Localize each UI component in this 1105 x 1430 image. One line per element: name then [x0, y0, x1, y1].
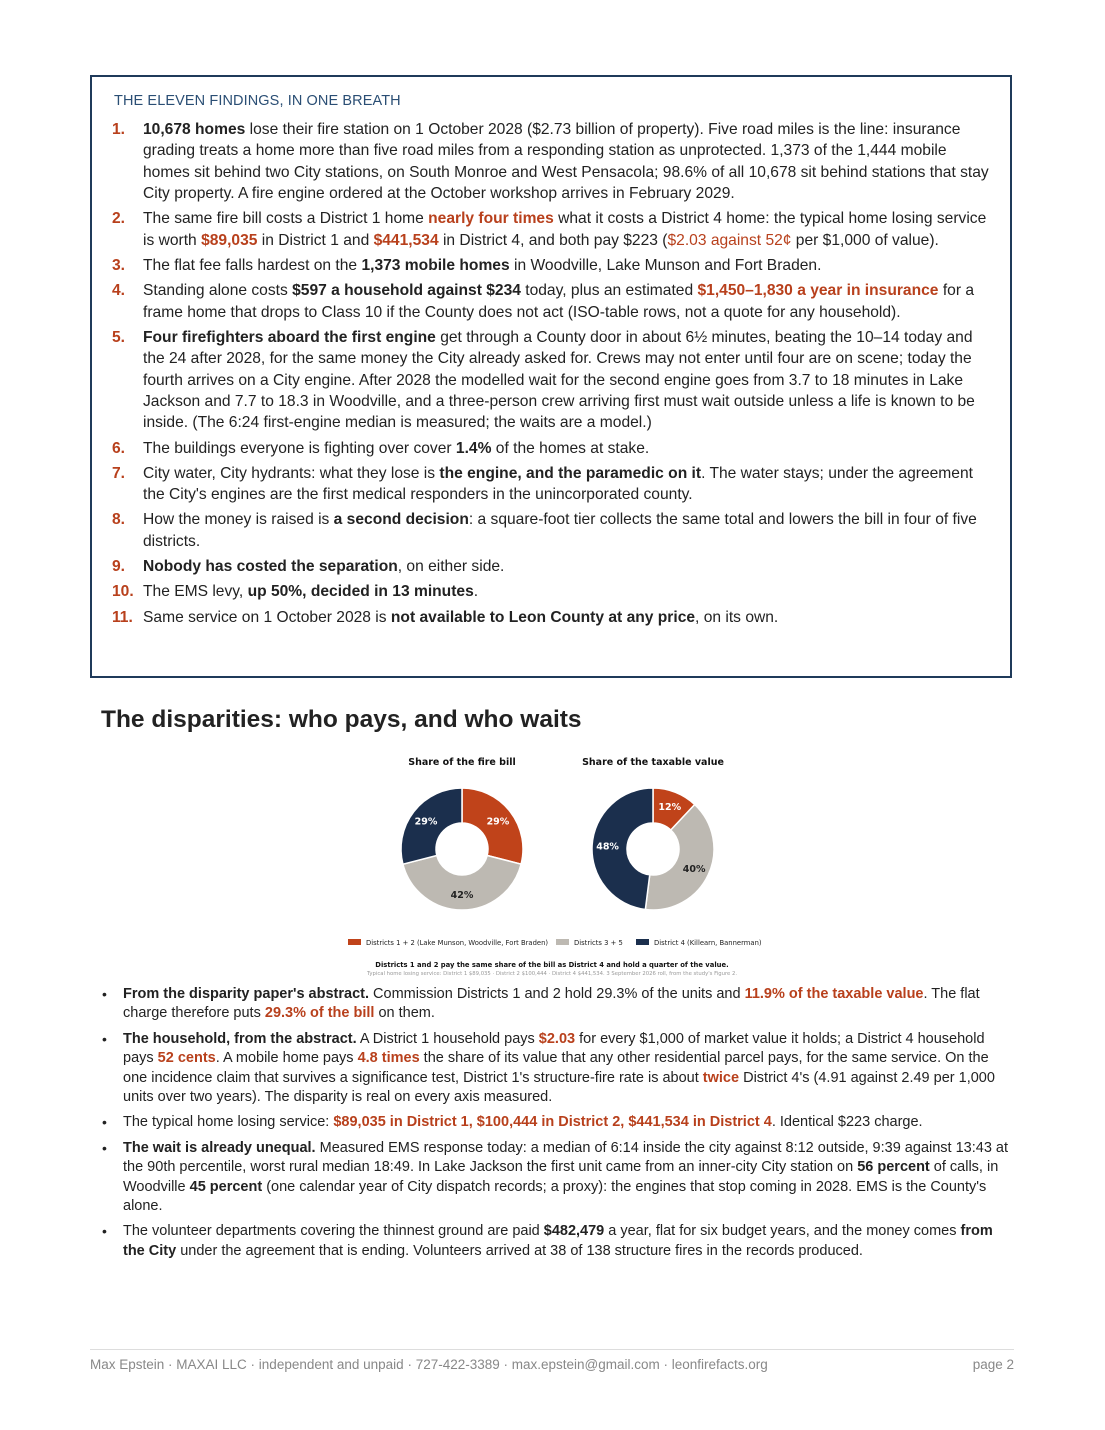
body-text: on them.: [374, 1005, 435, 1022]
finding-item: [112, 280, 994, 323]
highlight-text: 29.3% of the bill: [264, 1005, 375, 1022]
findings-title: THE ELEVEN FINDINGS, IN ONE BREATH: [114, 93, 401, 109]
bullet-item: [101, 1222, 1011, 1261]
slice-label: 40%: [682, 863, 706, 875]
body-text: get through a County door in about 6½ minutes, beating the 10–14 today and the 24 after 2028, for the same money the City already asked for. Crews may not enter until four are on scene; today the fourth arrives on a City engine. After 2028 the modelled wait for the second engine goes from 3.7 to 18 minutes in Lake Jackson and 7.7 to 18.3 in Woodville, and a three-person crew arriving first must wait outside unless a life is known to be inside. (The 6:24 first-engine median is measured; the waits are a model.): [143, 328, 975, 432]
legend-label: District 4 (Killearn, Bannerman): [654, 939, 762, 947]
finding-item: [112, 208, 994, 251]
body-text: under the agreement that is ending. Volunteers arrived at 38 of 138 structure fires in the records produced.: [176, 1242, 863, 1259]
finding-number: 10.: [112, 583, 134, 601]
finding-number: 7.: [112, 464, 126, 482]
highlight-text: From the disparity paper's abstract.: [123, 986, 369, 1002]
body-text: : a square-foot tier collects the same total and lowers the bill in four of five districts.: [143, 511, 977, 550]
body-text: The volunteer departments covering the thinnest ground are paid: [123, 1223, 544, 1240]
finding-number: 3.: [112, 257, 126, 275]
body-text: The EMS levy,: [143, 583, 248, 601]
finding-item: [112, 463, 994, 506]
body-text: , on its own.: [695, 608, 779, 626]
finding-item: [112, 581, 994, 602]
body-text: Measured EMS response today: a median of 6:14 inside the city against 8:12 outside, 9:39 against 13:43 at the 90th percentile, worst rural median 18:49. In Lake Jackson the first unit came from an inner-city City station on: [123, 1139, 1009, 1176]
slice-label: 29%: [414, 816, 438, 828]
body-text: a year, flat for six budget years, and the money comes: [604, 1223, 961, 1240]
highlight-text: $1,450–1,830 a year in insurance: [697, 282, 939, 300]
finding-number: 5.: [112, 328, 126, 346]
highlight-text: 10,678 homes: [143, 121, 246, 138]
highlight-text: 11.9% of the taxable value: [744, 986, 924, 1002]
disparity-bullets: [101, 985, 1011, 1267]
highlight-text: up 50%, decided in 13 minutes: [247, 583, 474, 601]
body-text: The same fire bill costs a District 1 home: [143, 210, 429, 228]
legend-swatch: [636, 939, 649, 945]
body-text: (one calendar year of City dispatch records; a proxy): the engines that stop coming in 2028. EMS is the County's alone.: [123, 1178, 987, 1215]
finding-number: 2.: [112, 210, 126, 228]
legend-swatch: [556, 939, 569, 945]
body-text: per $1,000 of value).: [791, 231, 939, 249]
body-text: District 4's (4.91 against 2.49 per 1,000 units over two years). The disparity is real on every axis measured.: [123, 1069, 995, 1106]
finding-number: 4.: [112, 282, 126, 300]
body-text: . The flat charge therefore puts: [123, 986, 980, 1022]
body-text: in District 1 and: [257, 231, 374, 249]
body-text: . The water stays; under the agreement the City's engines are the first medical responders in the unincorporated county.: [143, 464, 973, 504]
body-text: in Woodville, Lake Munson and Fort Braden.: [509, 257, 822, 275]
page-number: page 2: [972, 1357, 1014, 1372]
highlight-text: The household, from the abstract.: [123, 1030, 357, 1047]
body-text: in District 4, and both pay $223 (: [438, 231, 668, 249]
body-text: of calls, in Woodville: [123, 1159, 999, 1195]
body-text: for every $1,000 of market value it holds; a District 4 household pays: [123, 1030, 985, 1067]
highlight-text: 1.4%: [455, 439, 492, 457]
body-text: A District 1 household pays: [356, 1030, 539, 1047]
footer-divider: [90, 1349, 1014, 1350]
finding-number: 9.: [112, 558, 126, 576]
bullet-item: [101, 1139, 1011, 1217]
slice-label: 42%: [450, 890, 474, 901]
body-text: what it costs a District 4 home: the typical home losing service is worth: [143, 210, 987, 249]
body-text: , on either side.: [397, 558, 505, 576]
highlight-text: Four firefighters aboard the first engine: [143, 328, 436, 346]
finding-number: 6.: [112, 439, 126, 457]
highlight-text: 4.8 times: [357, 1050, 420, 1067]
body-text: for a frame home that drops to Class 10 if the County does not act (ISO-table rows, not a quote for any household).: [143, 282, 975, 321]
finding-item: [112, 438, 994, 459]
highlight-text: $482,479: [543, 1223, 605, 1240]
finding-item: [112, 327, 994, 434]
body-text: The flat fee falls hardest on the: [143, 257, 362, 275]
findings-box: [90, 75, 1012, 678]
highlight-text: 1,373 mobile homes: [361, 257, 510, 275]
finding-item: [112, 119, 994, 205]
donut-slice: [403, 855, 521, 910]
body-text: today, plus an estimated: [520, 282, 698, 300]
finding-item: [112, 607, 994, 628]
body-text: Same service on 1 October 2028 is: [143, 608, 391, 626]
highlight-text: $2.03: [538, 1030, 576, 1047]
donut-chart-svg: [340, 750, 765, 980]
slice-label: 48%: [596, 841, 619, 853]
chart-title: Share of the fire bill: [408, 757, 516, 768]
highlight-text: nearly four times: [428, 210, 554, 228]
finding-item: [112, 255, 994, 276]
footer-contact: Max Epstein · MAXAI LLC · independent and unpaid · 727-422-3389 · max.epstein@gmail.com · leonfirefacts.org: [90, 1357, 768, 1372]
highlight-text: $2.03 against 52¢: [667, 231, 792, 249]
section-title: The disparities: who pays, and who waits: [101, 706, 582, 733]
finding-item: [112, 556, 994, 577]
finding-number: 11.: [112, 608, 133, 626]
body-text: the share of its value that any other residential parcel pays, for the same service. On the one incidence claim that survives a significance test, District 1's structure-fire rate is about: [123, 1050, 989, 1086]
finding-number: 8.: [112, 511, 126, 529]
highlight-text: 45 percent: [189, 1178, 263, 1195]
legend-label: Districts 3 + 5: [574, 939, 623, 947]
body-text: . Identical $223 charge.: [771, 1114, 923, 1131]
body-text: The typical home losing service:: [123, 1114, 334, 1131]
highlight-text: The wait is already unequal.: [123, 1139, 316, 1156]
highlight-text: 56 percent: [857, 1159, 930, 1176]
body-text: lose their fire station on 1 October 2028 ($2.73 billion of property). Five road miles is the line: insurance grading treats a home more than five road miles from a responding station as unprotected. 1,373 of the 1,444 mobile homes sit behind two City stations, on South Monroe and West Pensacola; 98.6% of all 10,678 sit behind stations that stay City property. A fire engine ordered at the October workshop arrives in February 2029.: [143, 121, 989, 203]
bullet-item: [101, 985, 1011, 1024]
highlight-text: $441,534: [373, 231, 439, 249]
body-text: . A mobile home pays: [215, 1050, 358, 1067]
body-text: .: [473, 583, 479, 601]
highlight-text: a second decision: [333, 511, 469, 529]
body-text: How the money is raised is: [143, 511, 334, 529]
highlight-text: $89,035: [201, 231, 258, 249]
highlight-text: 52 cents: [157, 1050, 216, 1067]
highlight-text: not available to Leon County at any price: [390, 608, 696, 626]
body-text: Commission Districts 1 and 2 hold 29.3% of the units and: [369, 986, 745, 1002]
slice-label: 12%: [658, 802, 682, 814]
finding-number: 1.: [112, 121, 126, 138]
body-text: The buildings everyone is fighting over cover: [143, 439, 456, 457]
legend-label: Districts 1 + 2 (Lake Munson, Woodville, Fort Braden): [366, 939, 549, 947]
chart-caption: Districts 1 and 2 pay the same share of the bill as District 4 and hold a quarter of the value.: [375, 961, 729, 969]
highlight-text: from the City: [123, 1223, 993, 1259]
highlight-text: Nobody has costed the separation: [143, 558, 398, 576]
body-text: of the homes at stake.: [491, 439, 650, 457]
highlight-text: $597 a household against $234: [292, 282, 521, 300]
finding-item: [112, 509, 994, 552]
donut-charts: [340, 750, 765, 980]
body-text: City water, City hydrants: what they lose is: [143, 464, 440, 482]
legend-swatch: [348, 939, 361, 945]
highlight-text: the engine, and the paramedic on it: [439, 464, 702, 482]
bullet-item: [101, 1113, 1011, 1132]
body-text: Standing alone costs: [143, 282, 293, 300]
chart-source: Typical home losing service: District 1 $89,035 · District 2 $100,444 · District 4 $441,534. 3 September 2026 roll, from the study's Figure 2.: [366, 971, 738, 977]
highlight-text: $89,035 in District 1, $100,444 in District 2, $441,534 in District 4: [333, 1114, 772, 1131]
chart-title: Share of the taxable value: [582, 757, 724, 768]
bullet-item: [101, 1030, 1011, 1108]
findings-list: [112, 119, 994, 632]
highlight-text: twice: [702, 1069, 740, 1086]
slice-label: 29%: [486, 816, 510, 828]
